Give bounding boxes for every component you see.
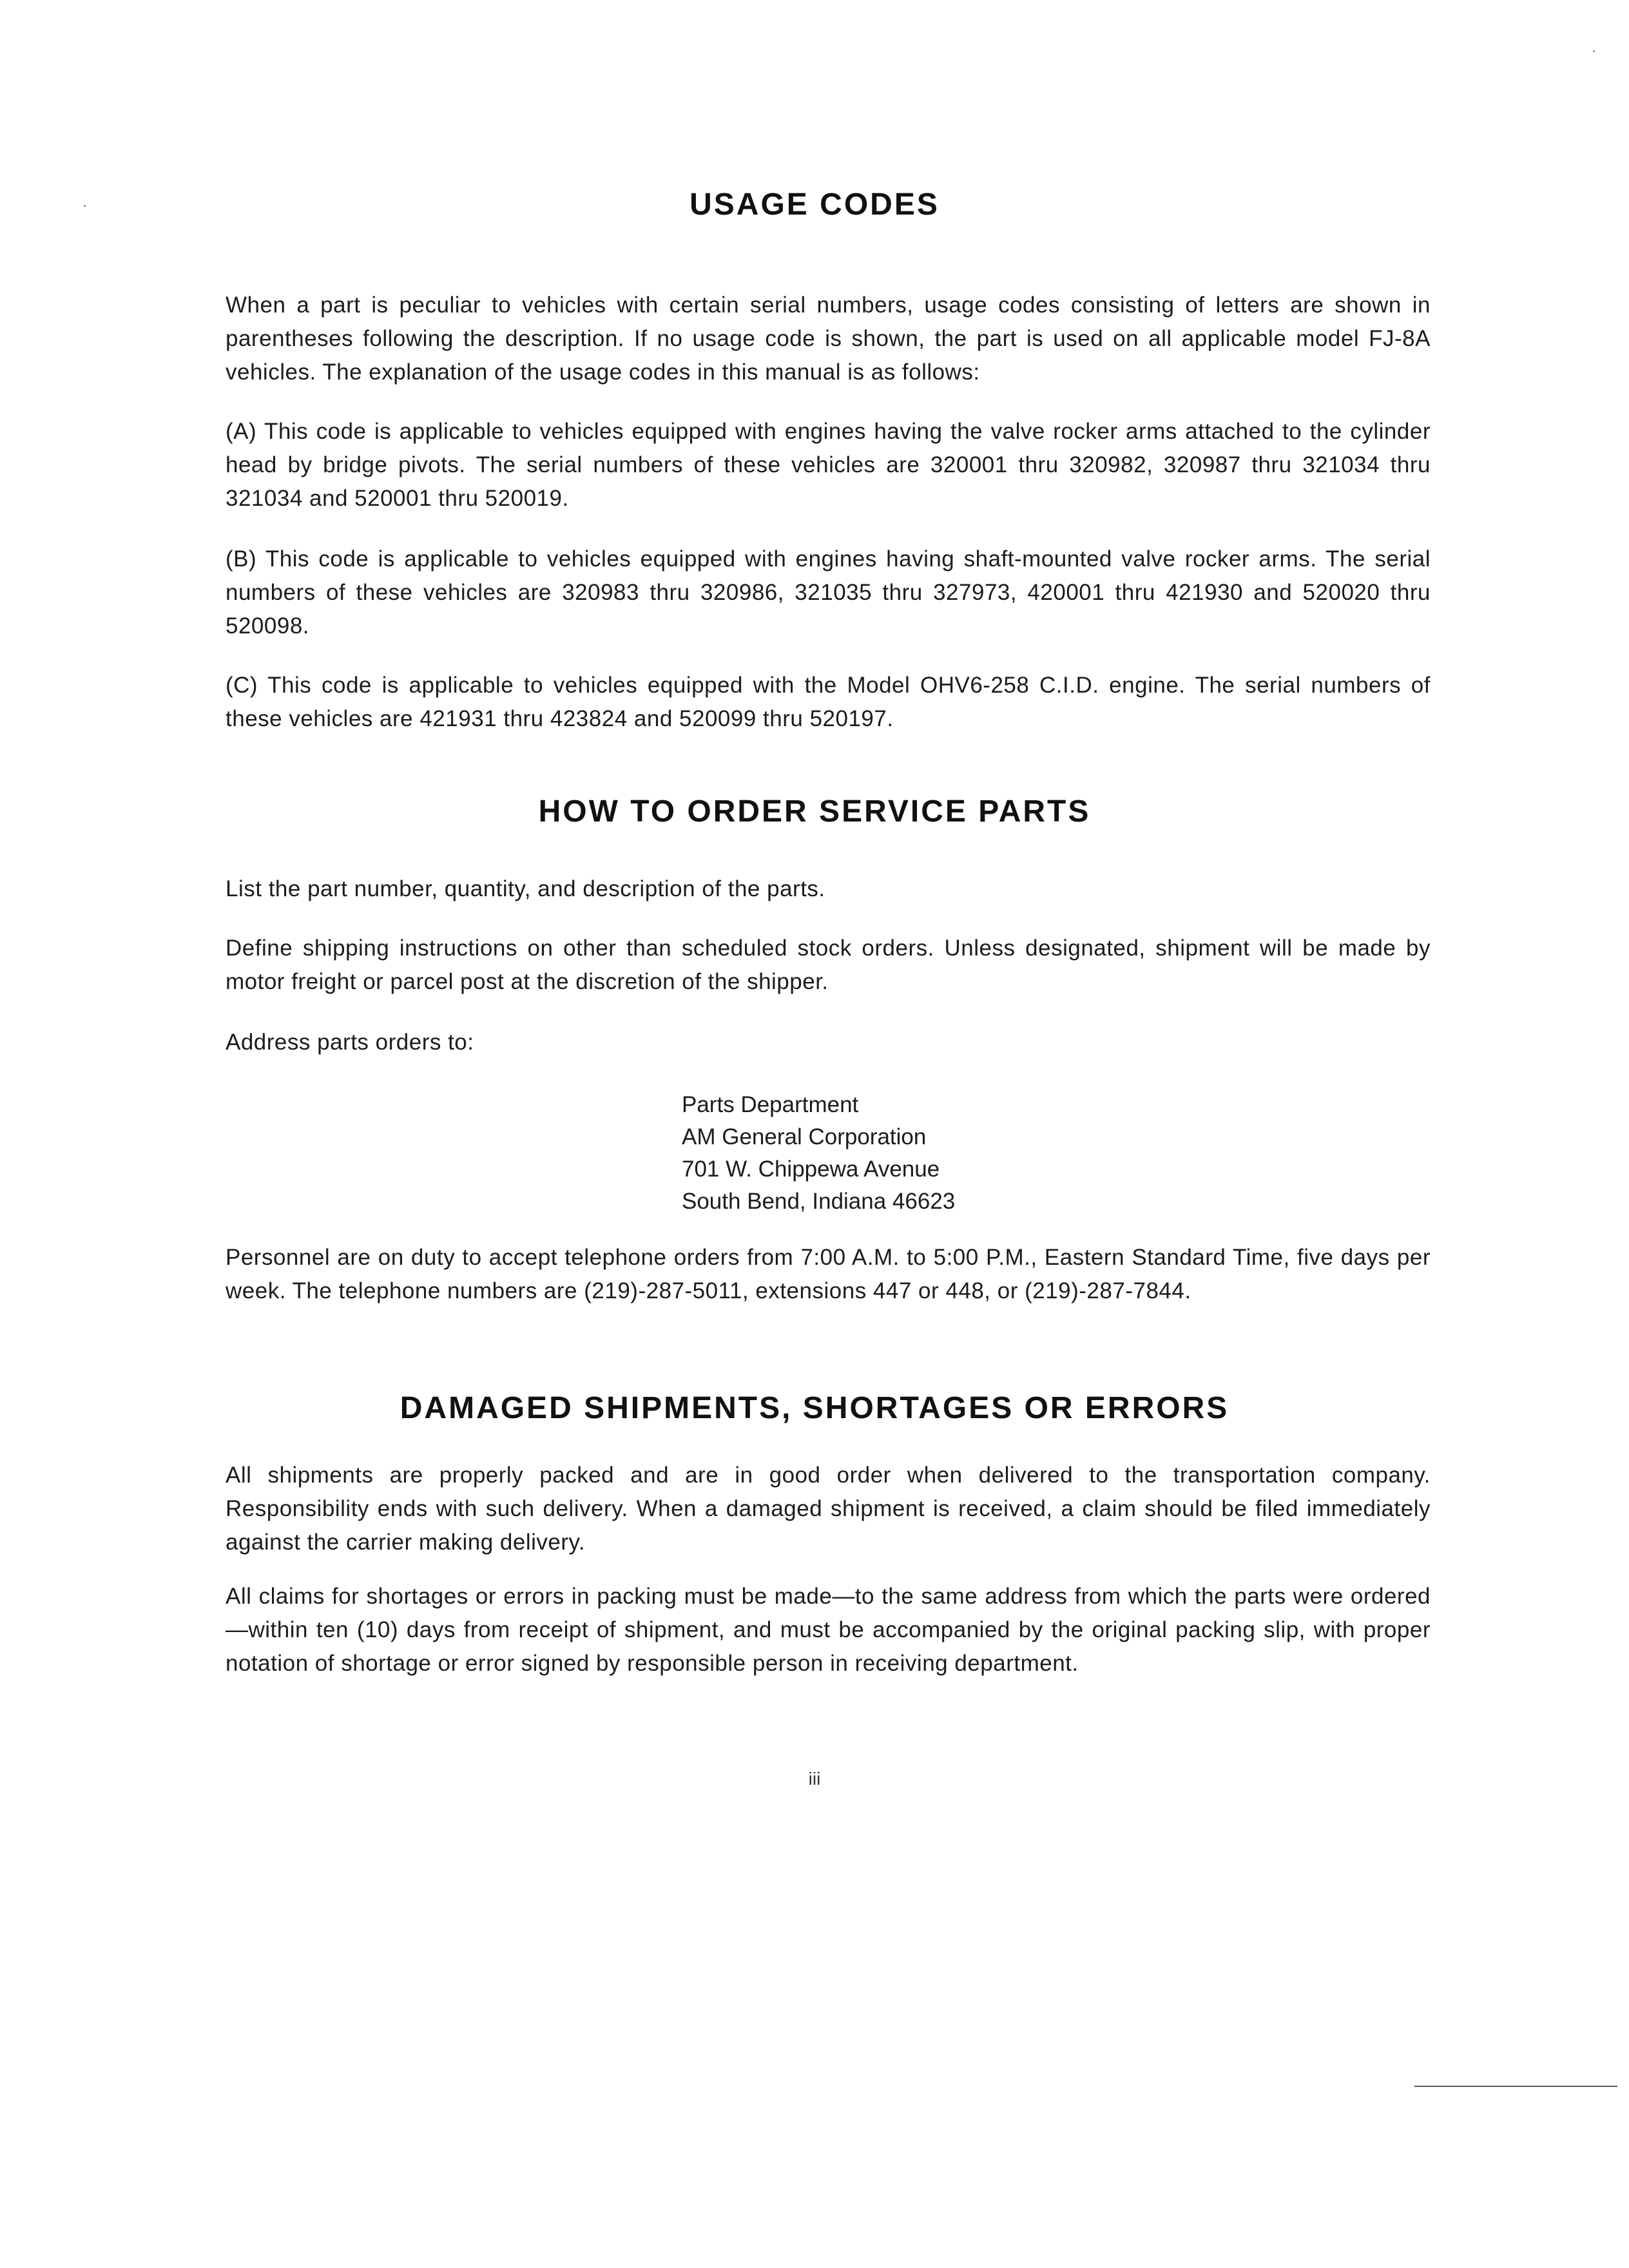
order-parts-heading: HOW TO ORDER SERVICE PARTS <box>538 794 1091 829</box>
order-shipping-instruction: Define shipping instructions on other than scheduled stock orders. Unless designated, shipment will be made by motor freight or parcel post at the discretion of the shipper. <box>226 936 1431 994</box>
usage-code-b: (B) This code is applicable to vehicles equipped with engines having shaft-mounted valve rocker arms. The serial numbers of these vehicles are 320983 thru 320986, 321035 thru 327973, 420001 thru 421930 and 520020 thru 520098. <box>226 546 1431 639</box>
order-list-instruction: List the part number, quantity, and description of the parts. <box>226 876 825 901</box>
scan-artifact-line <box>1414 2086 1617 2087</box>
address-line-department: Parts Department <box>682 1092 859 1117</box>
damaged-shipments-paragraph: All shipments are properly packed and are in good order when delivered to the transportation company. Responsibility ends with such delivery. When a damaged shipment is received, a claim should be filed immediately against the carrier making delivery. <box>226 1463 1431 1555</box>
usage-code-a: (A) This code is applicable to vehicles equipped with engines having the valve rocker arms attached to the cylinder head by bridge pivots. The serial numbers of these vehicles are 320001 thru 320982, 320987 thru 321034 thru 321034 and 520001 thru 520019. <box>226 419 1431 511</box>
usage-codes-heading: USAGE CODES <box>689 187 940 222</box>
mailing-address <box>682 1089 955 1218</box>
address-line-company: AM General Corporation <box>682 1124 927 1149</box>
scan-artifact-dot <box>1593 50 1595 52</box>
page-number: iii <box>808 1769 821 1789</box>
address-intro: Address parts orders to: <box>226 1030 474 1055</box>
scan-artifact-dot <box>84 205 86 207</box>
damaged-shipments-heading: DAMAGED SHIPMENTS, SHORTAGES OR ERRORS <box>400 1391 1229 1425</box>
address-line-street: 701 W. Chippewa Avenue <box>682 1157 940 1182</box>
usage-code-c: (C) This code is applicable to vehicles equipped with the Model OHV6-258 C.I.D. engine. The serial numbers of these vehicles are 421931 thru 423824 and 520099 thru 520197. <box>226 673 1431 731</box>
usage-codes-intro: When a part is peculiar to vehicles with certain serial numbers, usage codes consisting of letters are shown in parentheses following the description. If no usage code is shown, the part is used on all applicable model FJ-8A vehicles. The explanation of the usage codes in this manual is as follows: <box>226 293 1431 385</box>
phone-order-info: Personnel are on duty to accept telephone orders from 7:00 A.M. to 5:00 P.M., Eastern Standard Time, five days per week. The telephone numbers are (219)-287-5011, extensions 447 or 448, or (219)-287-7844. <box>226 1245 1431 1303</box>
shortage-claims-paragraph: All claims for shortages or errors in packing must be made—to the same address from which the parts were ordered—within ten (10) days from receipt of shipment, and must be accompanied by the original packing slip, with proper notation of shortage or error signed by responsible person in receiving department. <box>226 1584 1431 1676</box>
address-line-city: South Bend, Indiana 46623 <box>682 1189 956 1214</box>
